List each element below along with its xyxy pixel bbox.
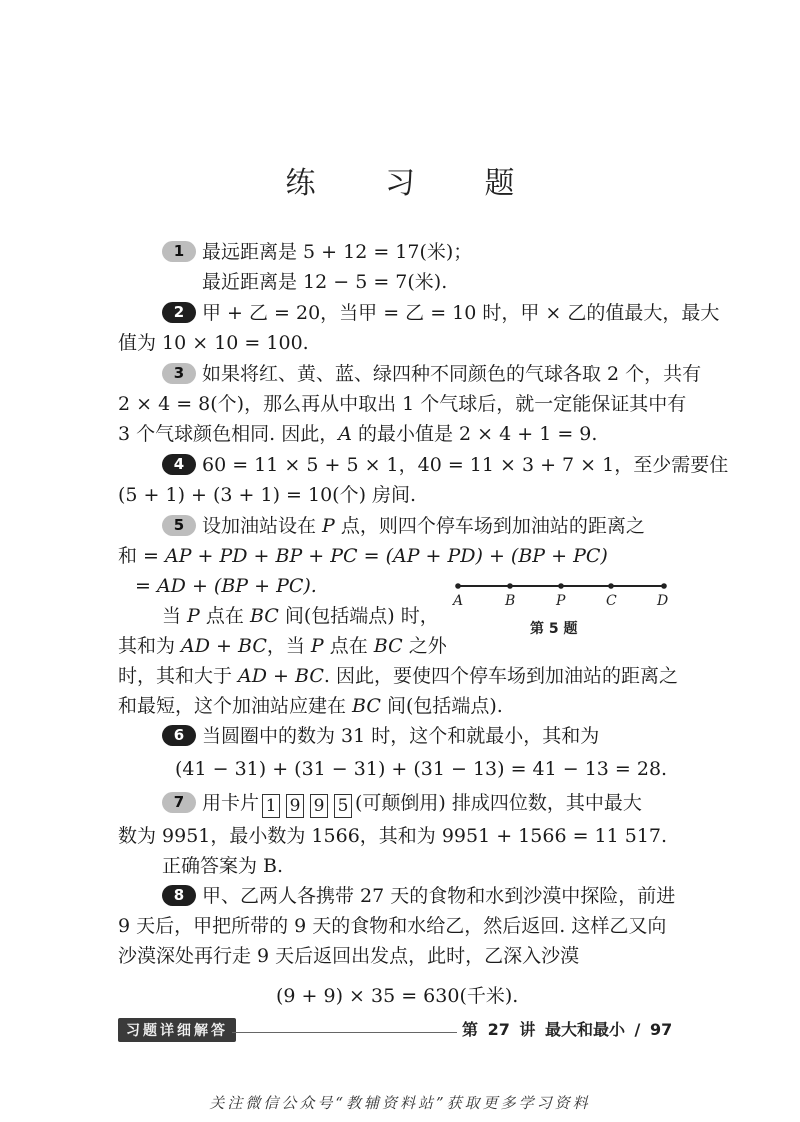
problem-5-line-6: 时，其和大于 AD + BC. 因此，要使四个停车场到加油站的距离之 [118,665,678,687]
point-b-label: B [505,593,516,609]
point-c-label: C [606,593,617,609]
problem-4-badge: 4 [162,454,196,475]
digit-card-2: 9 [286,794,304,818]
digit-card-3: 9 [310,794,328,818]
problem-2-line-1: 2 甲 + 乙 = 20，当甲 = 乙 = 10 时，甲 × 乙的值最大，最大 [162,299,719,327]
problem-4-line-1: 4 60 = 11 × 5 + 5 × 1，40 = 11 × 3 + 7 × 1，至少需要住 [162,451,728,479]
digit-card-4: 5 [334,794,352,818]
point-b-dot [507,583,513,589]
problem-7-line-3: 正确答案为 B. [162,855,284,877]
problem-7-line-2: 数为 9951，最小数为 1566，其和为 9951 + 1566 = 11 517. [118,825,668,847]
problem-2-line-2: 值为 10 × 10 = 100. [118,332,309,354]
problem-1-line-2: 最近距离是 12 − 5 = 7(米). [202,271,448,293]
problem-8-line-3: 沙漠深处再行走 9 天后返回出发点，此时，乙深入沙漠 [118,945,580,967]
problem-5-line-1: 5 设加油站设在 P 点，则四个停车场到加油站的距离之 [162,512,645,540]
point-p-label: P [556,593,566,609]
problem-2-badge: 2 [162,302,196,323]
point-c-dot [608,583,614,589]
problem-5-line-2: 和 = AP + PD + BP + PC = (AP + PD) + (BP + PC) [118,545,608,567]
problem-8-badge: 8 [162,885,196,906]
point-a-dot [455,583,461,589]
problem-7-badge: 7 [162,792,196,813]
point-d-dot [661,583,667,589]
problem-5-line-5: 其和为 AD + BC，当 P 点在 BC 之外 [118,635,447,657]
problem-7-line-1: 7 用卡片 1 9 9 5 (可颠倒用) 排成四位数，其中最大 [162,789,642,818]
watermark-note: 关注微信公众号“教辅资料站”获取更多学习资料 [209,1094,591,1112]
problem-5-badge: 5 [162,515,196,536]
footer-chapter-page: 第 27 讲 最大和最小 / 97 [462,1020,673,1039]
point-p-dot [558,583,564,589]
problem-5-line-3: = AD + (BP + PC). [135,575,317,597]
page-title: 练 习 题 [285,166,545,201]
problem-1-badge: 1 [162,241,196,262]
problem-8-line-4: (9 + 9) × 35 = 630(千米). [276,985,519,1007]
problem-3-line-3: 3 个气球颜色相同. 因此，A 的最小值是 2 × 4 + 1 = 9. [118,423,598,445]
problem-5-line-4: 当 P 点在 BC 间(包括端点) 时， [162,605,439,627]
digit-card-1: 1 [262,794,280,818]
problem-8-line-1: 8 甲、乙两人各携带 27 天的食物和水到沙漠中探险，前进 [162,882,675,910]
problem-5-line-7: 和最短，这个加油站应建在 BC 间(包括端点). [118,695,503,717]
problem-6-line-2: (41 − 31) + (31 − 31) + (31 − 13) = 41 − 13 = 28. [175,758,668,780]
point-d-label: D [657,593,669,609]
problem-6-badge: 6 [162,725,196,746]
problem-5-figure-caption: 第 5 题 [530,621,578,637]
problem-3-badge: 3 [162,363,196,384]
problem-3-line-2: 2 × 4 = 8(个)，那么再从中取出 1 个气球后，就一定能保证其中有 [118,393,687,415]
footer-section-label: 习题详细解答 [118,1018,236,1042]
problem-3-line-1: 3 如果将红、黄、蓝、绿四种不同颜色的气球各取 2 个，共有 [162,360,701,388]
problem-1-line-1: 1 最远距离是 5 + 12 = 17(米)； [162,238,472,266]
point-a-label: A [453,593,464,609]
problem-4-line-2: (5 + 1) + (3 + 1) = 10(个) 房间. [118,484,417,506]
problem-6-line-1: 6 当圆圈中的数为 31 时，这个和就最小，其和为 [162,722,599,750]
footer-divider [232,1032,457,1033]
problem-8-line-2: 9 天后，甲把所带的 9 天的食物和水给乙，然后返回. 这样乙又向 [118,915,667,937]
